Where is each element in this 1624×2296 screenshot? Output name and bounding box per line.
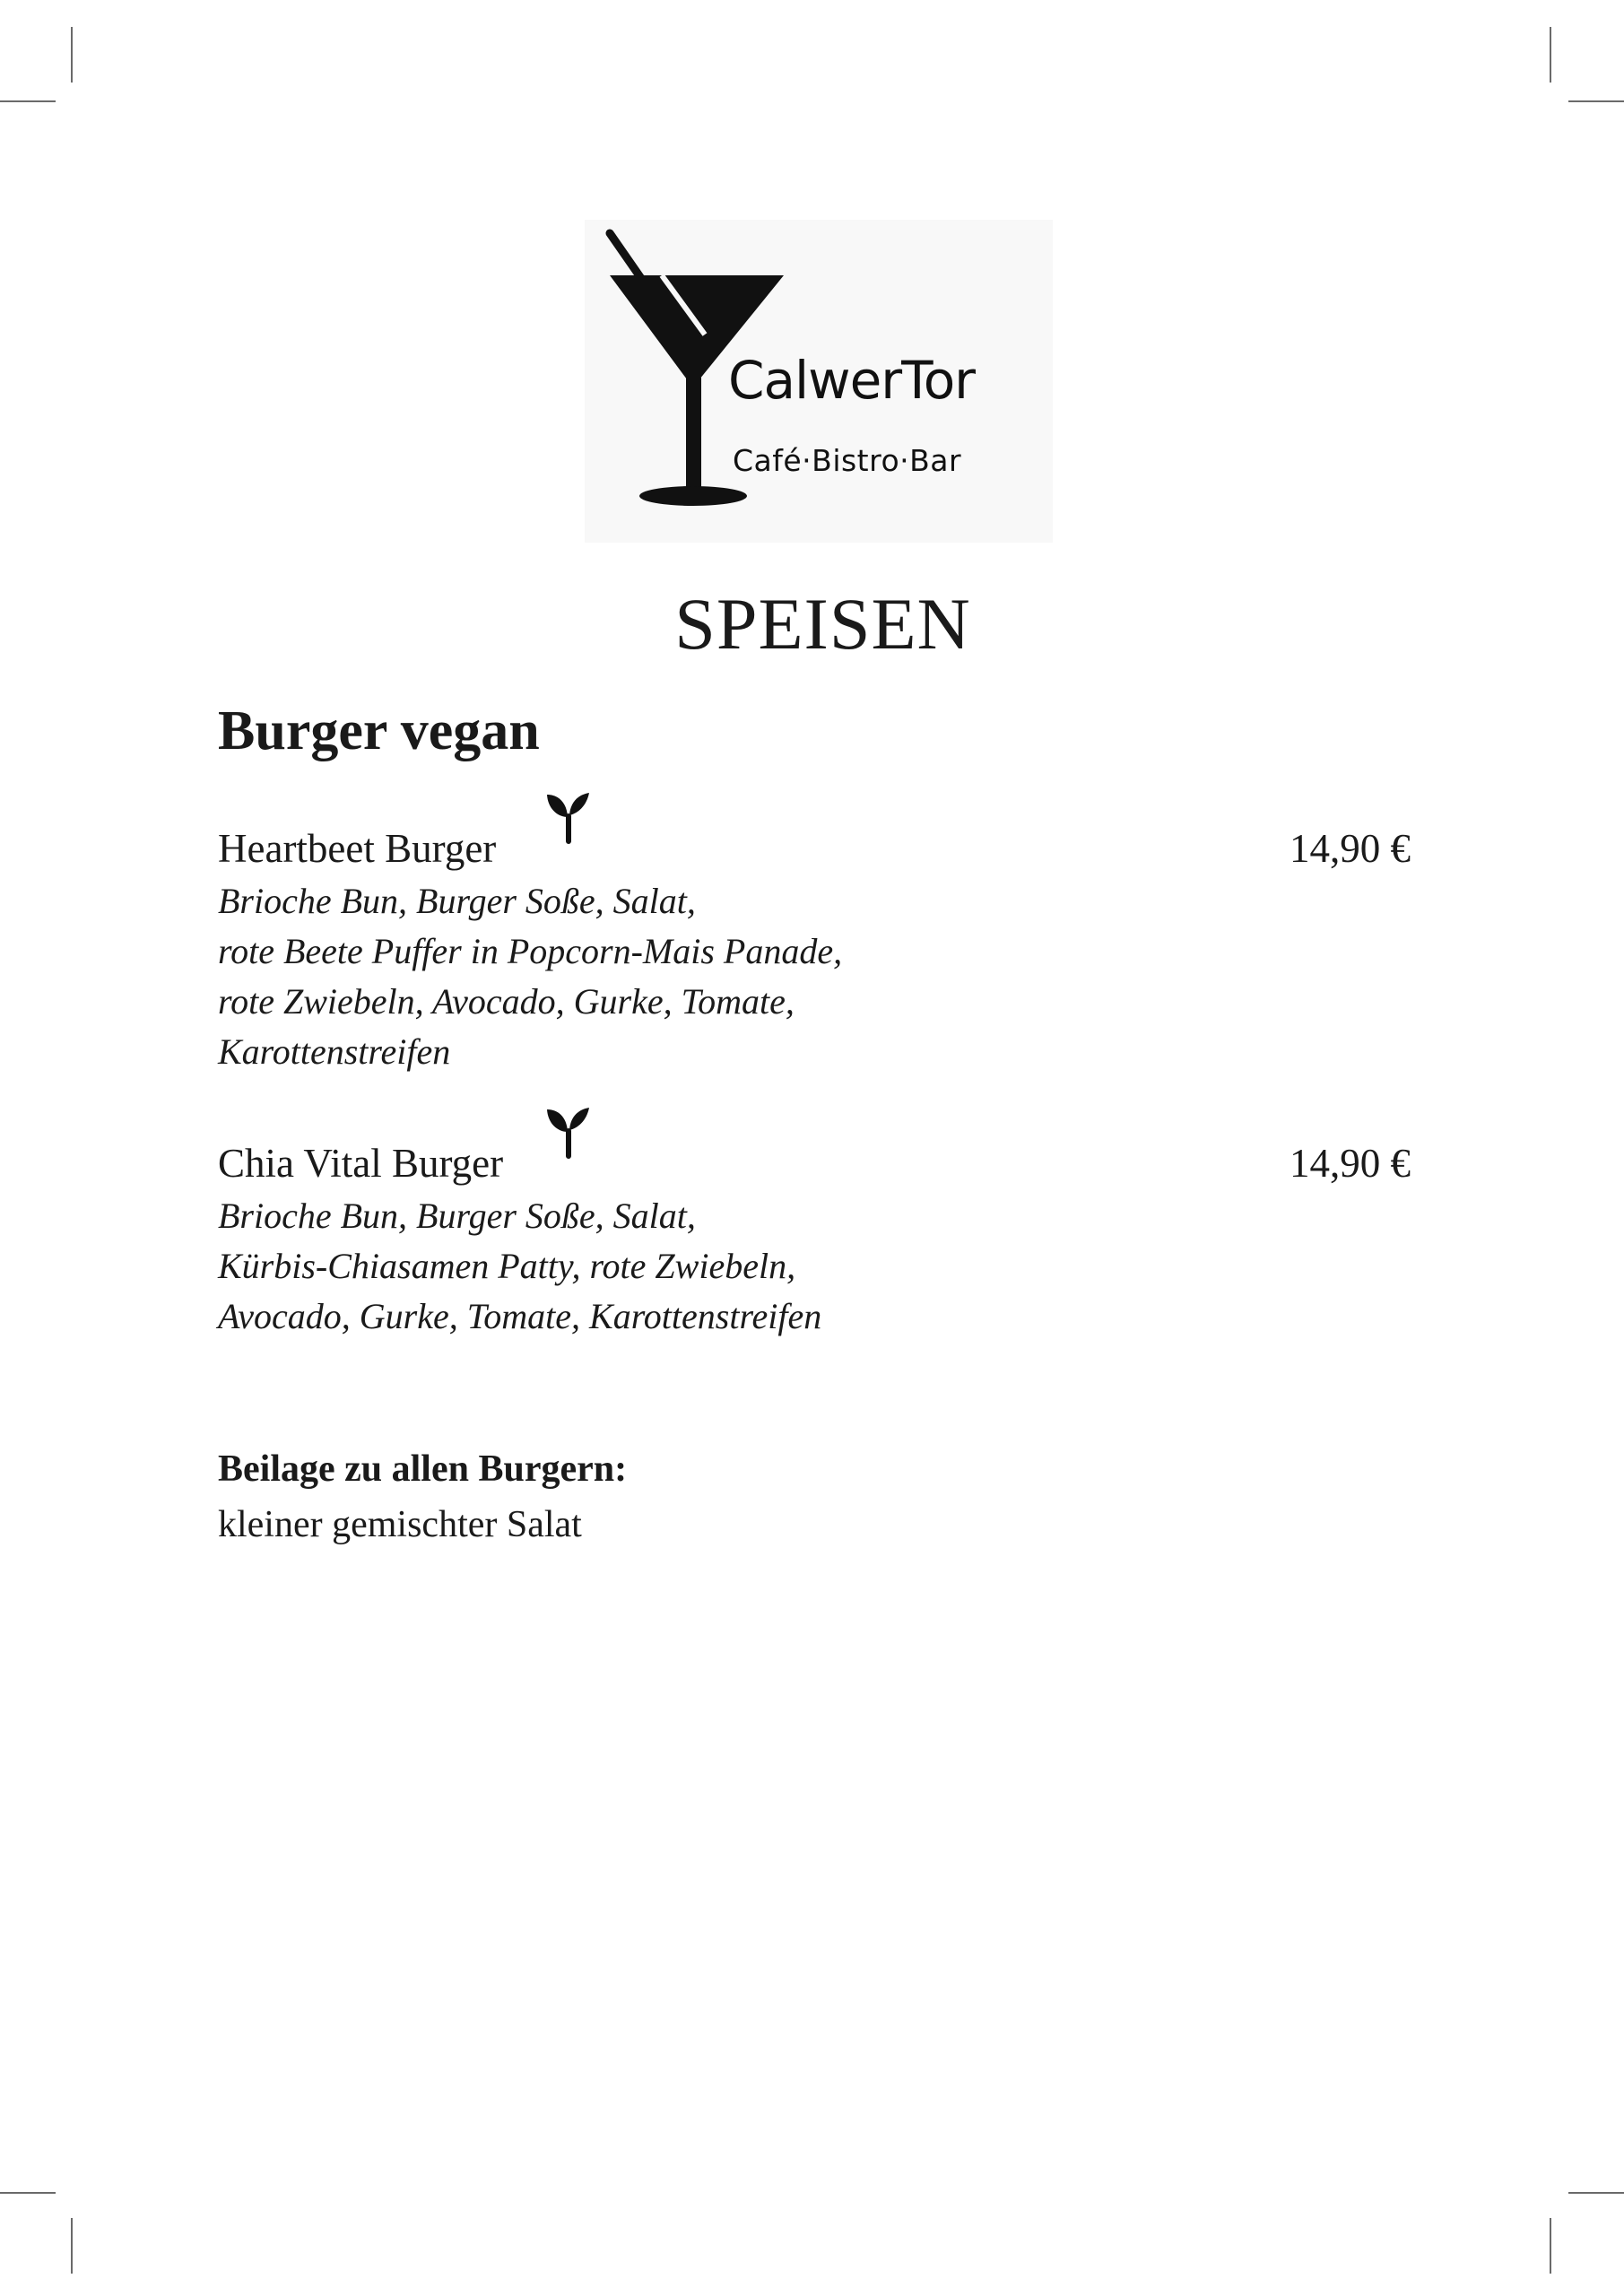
menu-item-description-line: Brioche Bun, Burger Soße, Salat, xyxy=(218,1196,696,1236)
menu-item-description-line: Karottenstreifen xyxy=(218,1031,451,1072)
crop-mark xyxy=(1568,100,1624,102)
crop-mark xyxy=(1550,2218,1551,2274)
menu-item-header xyxy=(218,820,1411,877)
brand-tagline: Café·Bistro·Bar xyxy=(733,443,962,478)
crop-mark xyxy=(1568,2192,1624,2194)
menu-item-price: 14,90 € xyxy=(1290,1141,1411,1186)
menu-item-description-line: Avocado, Gurke, Tomate, Karottenstreifen xyxy=(218,1296,822,1336)
menu-item-description-line: rote Beete Puffer in Popcorn-Mais Panade, xyxy=(218,931,843,971)
menu-item-name: Heartbeet Burger xyxy=(218,826,497,871)
side-dish-title: Beilage zu allen Burgern: xyxy=(218,1448,628,1490)
brand-name: CalwerTor xyxy=(728,350,976,411)
crop-mark xyxy=(0,2192,56,2194)
crop-mark xyxy=(71,2218,73,2274)
crop-mark xyxy=(0,100,56,102)
menu-item-description-line: Kürbis-Chiasamen Patty, rote Zwiebeln, xyxy=(218,1246,796,1286)
menu-item-description-line: rote Zwiebeln, Avocado, Gurke, Tomate, xyxy=(218,981,795,1022)
menu-item xyxy=(218,820,1411,1078)
menu-item-header xyxy=(218,1135,1411,1192)
menu-item xyxy=(218,1135,1411,1343)
side-dish-text: kleiner gemischter Salat xyxy=(218,1504,582,1545)
logo xyxy=(585,220,1053,543)
crop-mark xyxy=(71,27,73,83)
page-title: SPEISEN xyxy=(674,583,971,665)
crop-mark xyxy=(1550,27,1551,83)
vegan-leaf-icon xyxy=(545,1104,592,1160)
menu-item-name: Chia Vital Burger xyxy=(218,1141,504,1186)
menu-item-description-line: Brioche Bun, Burger Soße, Salat, xyxy=(218,881,696,921)
section-title: Burger vegan xyxy=(218,700,540,761)
menu-item-price: 14,90 € xyxy=(1290,826,1411,871)
vegan-leaf-icon xyxy=(545,789,592,845)
